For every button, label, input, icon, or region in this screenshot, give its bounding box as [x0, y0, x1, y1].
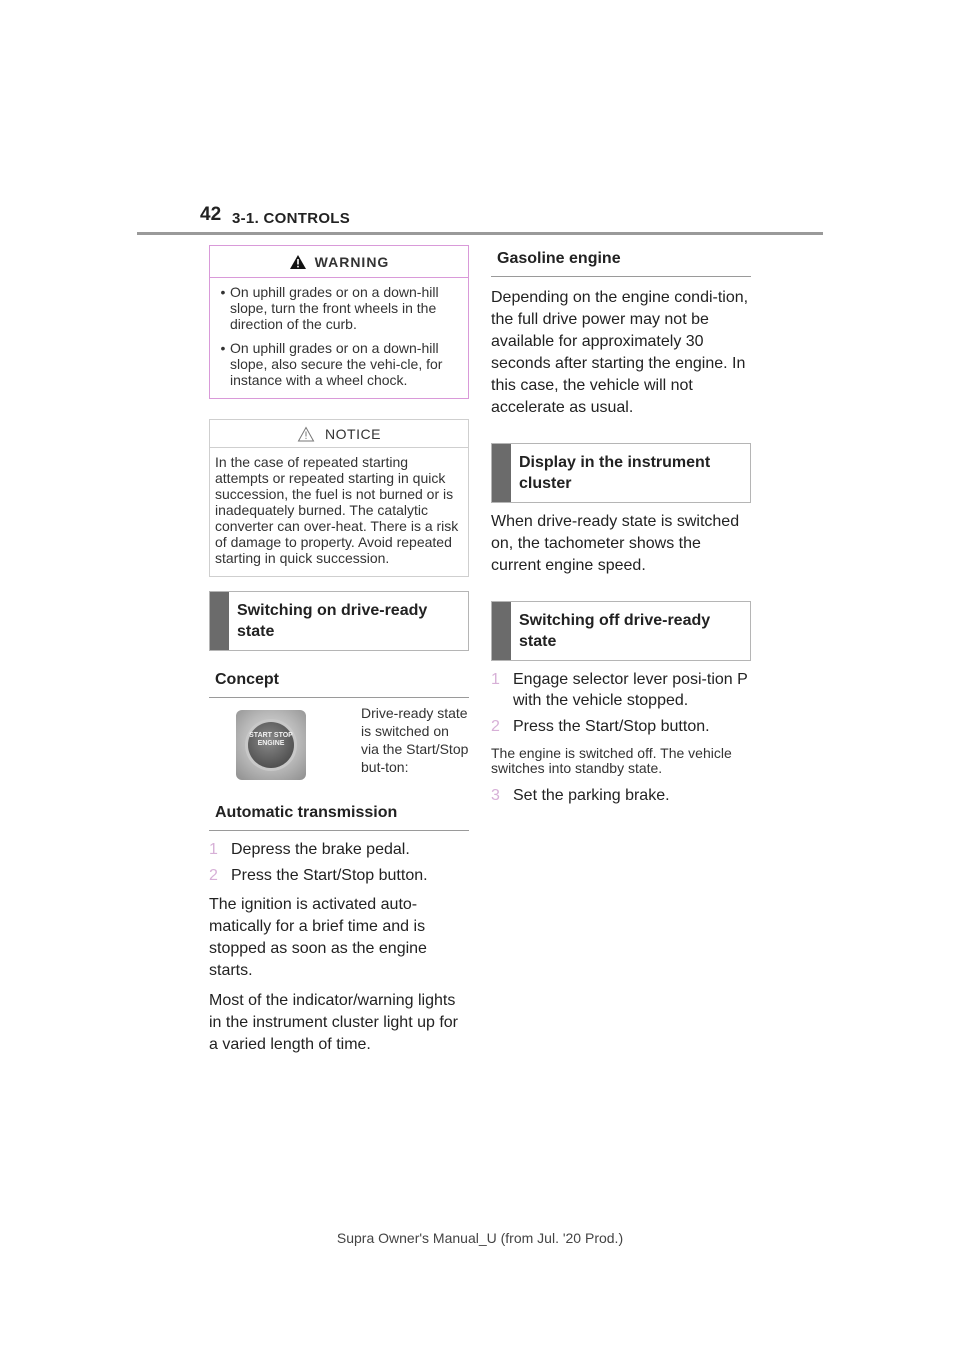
caution-outline-icon: [297, 426, 315, 442]
right-column: [491, 245, 751, 806]
step-item: [209, 839, 469, 860]
start-stop-button-image: [236, 710, 306, 780]
engine-off-note: The engine is switched off. The vehicle switches into standby state.: [491, 745, 732, 776]
paragraph-gasoline: Depending on the engine condi-tion, the full drive power may not be available for approximately 30 seconds after starting the engine. In this case, the vehicle will not accelerate as usual.: [491, 289, 749, 416]
paragraph-ignition: The ignition is activated auto-matically for a brief time and is stopped as soon as the engine starts.: [209, 896, 427, 979]
right-steps: [491, 669, 751, 737]
notice-header: [210, 420, 468, 448]
paragraph-indicator-lights: Most of the indicator/warning lights in the instrument cluster light up for a varied length of time.: [209, 992, 459, 1053]
step-text: Press the Start/Stop button.: [231, 867, 428, 884]
warning-triangle-icon: [289, 254, 307, 270]
chapter-title: 3-1. CONTROLS: [232, 210, 351, 227]
step-number: 2: [209, 867, 218, 884]
step-text: Press the Start/Stop button.: [513, 718, 710, 735]
header-rule: [137, 232, 823, 235]
concept-text: Drive-ready state is switched on via the Start/Stop but-ton:: [361, 705, 469, 775]
step-number: 1: [209, 841, 218, 858]
step-text: Engage selector lever posi-tion P with the vehicle stopped.: [513, 671, 748, 709]
step-text: Set the parking brake.: [513, 787, 670, 804]
notice-box: [209, 419, 469, 577]
warning-body: [210, 278, 468, 398]
step-item: [209, 865, 469, 886]
section-bar: [492, 602, 511, 660]
left-column: [209, 245, 469, 1056]
left-steps: [209, 839, 469, 886]
warning-title: WARNING: [314, 253, 390, 270]
section-heading-drive-ready-off: [491, 601, 751, 661]
warning-header: [210, 246, 468, 278]
section-bar: [210, 592, 229, 650]
warning-bullet: [216, 284, 460, 332]
warning-bullet: [216, 340, 460, 388]
section-heading-drive-ready-on: [209, 591, 469, 651]
section-title: Display in the instrument cluster: [519, 454, 711, 492]
bullet-dot: •: [220, 340, 226, 356]
step-item: [491, 716, 751, 737]
bullet-dot: •: [220, 284, 226, 300]
step-number: 1: [491, 671, 500, 688]
step-number: 2: [491, 718, 500, 735]
warning-box: [209, 245, 469, 399]
warning-bullet-text: On uphill grades or on a down-hill slope, also secure the vehi-cle, for instance with a wheel chock.: [230, 340, 443, 388]
paragraph-display: When drive-ready state is switched on, the tachometer shows the current engine speed.: [491, 513, 740, 574]
section-title: Switching on drive-ready state: [237, 602, 428, 640]
step-item: [491, 785, 751, 806]
warning-bullet-text: On uphill grades or on a down-hill slope, turn the front wheels in the direction of the curb.: [230, 284, 439, 332]
page-footer: Supra Owner's Manual_U (from Jul. '20 Prod.): [336, 1230, 624, 1246]
subheading-gasoline-engine: Gasoline engine: [491, 245, 751, 277]
section-bar: [492, 444, 511, 502]
subheading-concept: Concept: [209, 667, 469, 698]
subheading-automatic-transmission: Automatic transmission: [209, 800, 469, 831]
page-number: 42: [200, 204, 222, 225]
concept-row: [209, 705, 469, 780]
step-text: Depress the brake pedal.: [231, 841, 410, 858]
notice-title: NOTICE: [325, 425, 381, 442]
button-label: START STOP ENGINE: [249, 732, 293, 747]
page-header: [0, 200, 960, 240]
step-number: 3: [491, 787, 500, 804]
section-title: Switching off drive-ready state: [519, 612, 711, 650]
section-heading-display: [491, 443, 751, 503]
notice-body: In the case of repeated starting attempts or repeated starting in quick succession, the fuel is not burned or is inadequately burned. The catalytic converter can over-heat. There is a risk of damage to property. Avoid repeated starting in quick succession.: [215, 454, 459, 566]
step-item: [491, 669, 751, 711]
